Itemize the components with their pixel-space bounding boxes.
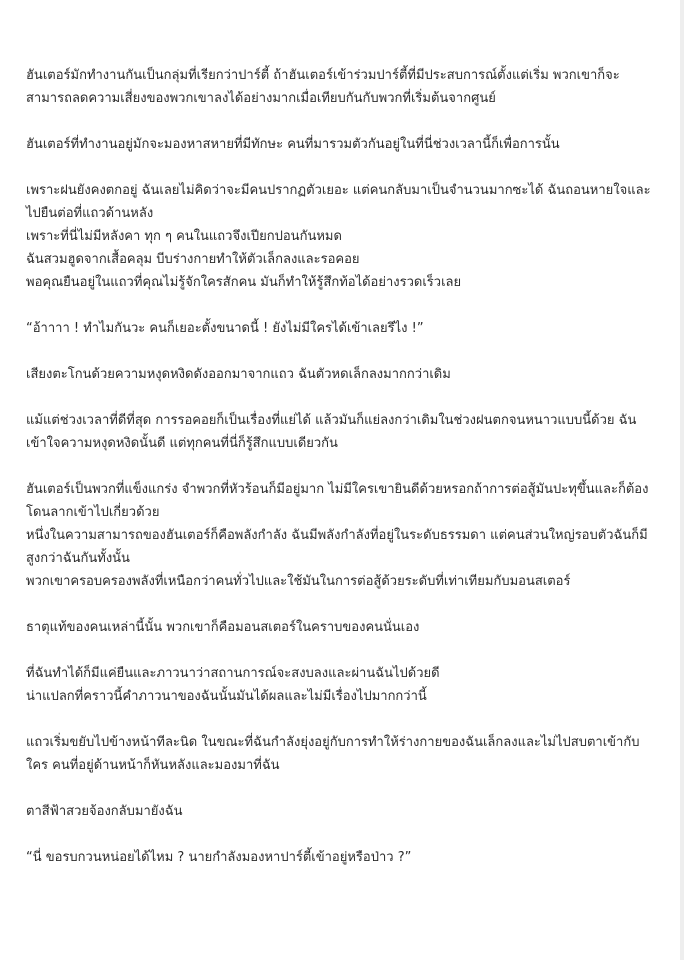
text-line: หนึ่งในความสามารถของฮันเตอร์ก็คือพลังกำลัง ฉันมีพลังกำลังที่อยู่ในระดับธรรมดา แต่คนส่วนใหญ่รอบตัวฉันก็มีสูงกว่าฉันกันทั้งนั้น — [26, 528, 648, 566]
text-line: เพราะที่นี่ไม่มีหลังคา ทุก ๆ คนในแถวจึงเปียกปอนกันหมด — [26, 229, 342, 244]
text-line: แม้แต่ช่วงเวลาที่ดีที่สุด การรอคอยก็เป็นเรื่องที่แย่ได้ แล้วมันก็แย่ลงกว่าเดิมในช่วงฝนตกจนหนาวแบบนี้ด้วย ฉันเข้าใจความหงุดหงิดนั้นดี แต่ทุกคนที่นี่ก็รู้สึกแบบเดียวกัน — [26, 413, 637, 451]
text-line: แถวเริ่มขยับไปข้างหน้าทีละนิด ในขณะที่ฉันกำลังยุ่งอยู่กับการทำให้ร่างกายของฉันเล็กลงและไม่ไปสบตาเข้ากับใคร คนที่อยู่ด้านหน้าก็หันหลังและมองมาที่ฉัน — [26, 735, 640, 773]
paragraph-5 — [26, 363, 658, 386]
paragraph-8 — [26, 616, 658, 639]
text-line: พวกเขาครอบครองพลังที่เหนือกว่าคนทั่วไปและใช้มันในการต่อสู้ด้วยระดับที่เท่าเทียมกับมอนสเตอร์ — [26, 574, 571, 589]
document-body — [26, 64, 658, 892]
paragraph-1 — [26, 64, 658, 110]
paragraph-11 — [26, 800, 658, 823]
text-line: ตาสีฟ้าสวยจ้องกลับมายังฉัน — [26, 804, 183, 819]
text-line: เพราะฝนยังคงตกอยู่ ฉันเลยไม่คิดว่าจะมีคนปรากฏตัวเยอะ แต่คนกลับมาเป็นจำนวนมากซะได้ ฉันถอนหายใจและไปยืนต่อที่แถวด้านหลัง — [26, 183, 651, 221]
paragraph-3 — [26, 179, 658, 294]
text-line: ฮันเตอร์เป็นพวกที่แข็งแกร่ง จำพวกที่หัวร้อนก็มีอยู่มาก ไม่มีใครเขายินดีด้วยหรอกถ้าการต่อสู้มันปะทุขึ้นและก็ต้องโดนลากเข้าไปเกี่ยวด้วย — [26, 482, 649, 520]
paragraph-12 — [26, 846, 658, 869]
text-line: เสียงตะโกนด้วยความหงุดหงิดดังออกมาจากแถว ฉันตัวหดเล็กลงมากกว่าเดิม — [26, 367, 451, 382]
paragraph-10 — [26, 731, 658, 777]
paragraph-7 — [26, 478, 658, 593]
text-line: ฮันเตอร์ที่ทำงานอยู่มักจะมองหาสหายที่มีทักษะ คนที่มารวมตัวกันอยู่ในที่นี่ช่วงเวลานี้ก็เพื่อการนั้น — [26, 137, 560, 152]
text-line: ฉันสวมฮูดจากเสื้อคลุม บีบร่างกายทำให้ตัวเล็กลงและรอคอย — [26, 252, 360, 267]
text-line: “นี่ ขอรบกวนหน่อยได้ไหม ? นายกำลังมองหาปาร์ตี้เข้าอยู่หรือป่าว ?” — [26, 850, 412, 865]
text-line: ธาตุแท้ของคนเหล่านี้นั้น พวกเขาก็คือมอนสเตอร์ในคราบของคนนั่นเอง — [26, 620, 420, 635]
text-line: “อ้าาาา ! ทำไมกันวะ คนก็เยอะตั้งขนาดนี้ ! ยังไม่มีใครได้เข้าเลยรึไง !” — [26, 321, 424, 336]
paragraph-6 — [26, 409, 658, 455]
text-line: ที่ฉันทำได้ก็มีแค่ยืนและภาวนาว่าสถานการณ์จะสงบลงและผ่านฉันไปด้วยดี — [26, 666, 440, 681]
page-edge-divider — [680, 0, 684, 960]
paragraph-2 — [26, 133, 658, 156]
paragraph-4 — [26, 317, 658, 340]
text-line: ฮันเตอร์มักทำงานกันเป็นกลุ่มที่เรียกว่าปาร์ตี้ ถ้าฮันเตอร์เข้าร่วมปาร์ตี้ที่มีประสบการณ์ตั้งแต่เริ่ม พวกเขาก็จะสามารถลดความเสี่ยงของพวกเขาลงได้อย่างมากเมื่อเทียบกันกับพวกที่เริ่มต้นจากศูนย์ — [26, 68, 620, 106]
paragraph-9 — [26, 662, 658, 708]
text-line: น่าแปลกที่คราวนี้คำภาวนาของฉันนั้นมันได้ผลและไม่มีเรื่องไปมากกว่านี้ — [26, 689, 427, 704]
text-line: พอคุณยืนอยู่ในแถวที่คุณไม่รู้จักใครสักคน มันก็ทำให้รู้สึกท้อได้อย่างรวดเร็วเลย — [26, 275, 462, 290]
